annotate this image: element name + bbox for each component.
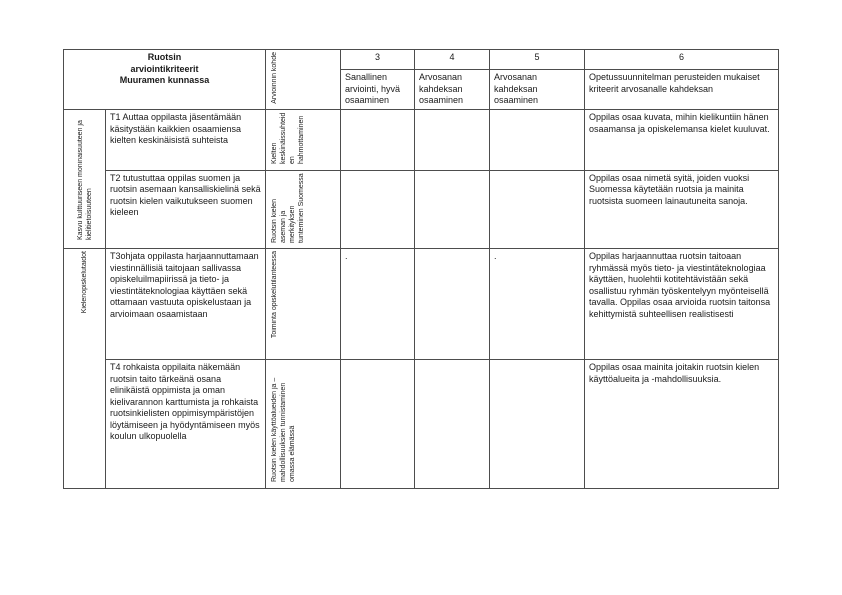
section-cell-2 <box>64 249 106 489</box>
grade-cell-t3-3: . <box>341 249 415 360</box>
grade-cell-t2-3 <box>341 170 415 249</box>
grade-cell-t2-5 <box>490 170 585 249</box>
objective-t3: T3ohjata oppilasta harjaannuttamaan viestinnällisiä taitojaan sallivassa opiskeluilmapiirissä ja tieto- ja viestintäteknologiaa käyttäen sekä ottamaan vastuuta opiskelustaan ja arvioimaan osaamistaan <box>106 249 266 360</box>
criteria-t4: Oppilas osaa mainita joitakin ruotsin kielen käyttöalueita ja -mahdollisuuksia. <box>585 360 779 489</box>
column-label-6: Opetussuunnitelman perusteiden mukaiset kriteerit arvosanalle kahdeksan <box>585 70 779 110</box>
target-cell-t1 <box>266 110 341 171</box>
assessment-target-header-label: Arvioinnin kohde <box>271 52 278 104</box>
column-label-3: Sanallinen arviointi, hyvä osaaminen <box>341 70 415 110</box>
section-cell-1 <box>64 110 106 249</box>
table-row-t1 <box>64 110 779 171</box>
objective-t4: T4 rohkaista oppilaita näkemään ruotsin taito tärkeänä osana elinikäistä oppimista ja oman kielivarannon karttumista ja rohkaista ruotsinkielisten oppimisympäristöjen löytämiseen ja hyödyntämiseen myös koulun ulkopuolella <box>106 360 266 489</box>
criteria-t3: Oppilas harjaannuttaa ruotsin taitoaan ryhmässä myös tieto- ja viestintäteknologiaa käyttäen, huolehtii kotitehtävistään sekä osallistuu ryhmän työskentelyyn myönteisellä tavalla. Oppilas osaa arvioida ruotsin taitonsa kehittymistä suhteellisen realistisesti <box>585 249 779 360</box>
table-row-t3 <box>64 249 779 360</box>
header-numbers-row <box>64 50 779 70</box>
column-label-4: Arvosanan kahdeksan osaaminen <box>415 70 490 110</box>
grade-cell-t4-5 <box>490 360 585 489</box>
objective-t1: T1 Auttaa oppilasta jäsentämään käsitystään kaikkien osaamiensa kielten keskinäisistä suhteista <box>106 110 266 171</box>
target-label-t2: Ruotsin kielen aseman ja merkityksen tunteminen Suomessa <box>271 173 305 243</box>
target-label-t1: Kielten keskinäissuhteiden hahmottaminen <box>271 112 305 165</box>
table-title <box>64 50 266 110</box>
grade-cell-t1-4 <box>415 110 490 171</box>
target-label-t3: Toiminta opiskelutilanteessa <box>271 251 278 339</box>
criteria-t2: Oppilas osaa nimetä syitä, joiden vuoksi Suomessa käytetään ruotsia ja mainita ruotsista suomeen lainautuneita sanoja. <box>585 170 779 249</box>
assessment-criteria-table <box>63 49 779 489</box>
title-line-1: Ruotsin <box>147 52 182 62</box>
criteria-t1: Oppilas osaa kuvata, mihin kielikuntiin hänen osaamansa ja opiskelemansa kielet kuuluvat. <box>585 110 779 171</box>
column-number-6: 6 <box>585 50 779 70</box>
objective-t2: T2 tutustuttaa oppilas suomen ja ruotsin asemaan kansalliskielinä sekä ruotsin kielen vaikutukseen suomen kieleen <box>106 170 266 249</box>
target-cell-t2 <box>266 170 341 249</box>
title-line-3: Muuramen kunnassa <box>119 75 210 85</box>
table-row-t2 <box>64 170 779 249</box>
grade-cell-t4-3 <box>341 360 415 489</box>
target-cell-t4 <box>266 360 341 489</box>
grade-cell-t1-3 <box>341 110 415 171</box>
column-number-5: 5 <box>490 50 585 70</box>
target-label-t4: Ruotsin kielen käyttöalueiden ja – mahdollisuuksien tunnistaminen omassa elämässä <box>271 377 296 483</box>
column-number-3: 3 <box>341 50 415 70</box>
table-row-t4 <box>64 360 779 489</box>
grade-cell-t1-5 <box>490 110 585 171</box>
column-number-4: 4 <box>415 50 490 70</box>
target-cell-t3 <box>266 249 341 360</box>
title-line-2: arviointikriteerit <box>130 63 199 74</box>
column-label-5: Arvosanan kahdeksan osaaminen <box>490 70 585 110</box>
section-label-1: Kasvu kulttuuriseen moninaisuuteen ja kielitietoisuuteen <box>76 120 93 241</box>
grade-cell-t3-5: . <box>490 249 585 360</box>
grade-cell-t4-4 <box>415 360 490 489</box>
grade-cell-t3-4 <box>415 249 490 360</box>
grade-cell-t2-4 <box>415 170 490 249</box>
assessment-target-header-cell <box>266 50 341 110</box>
section-label-2: Kielenopiskelutaidot <box>81 251 88 314</box>
